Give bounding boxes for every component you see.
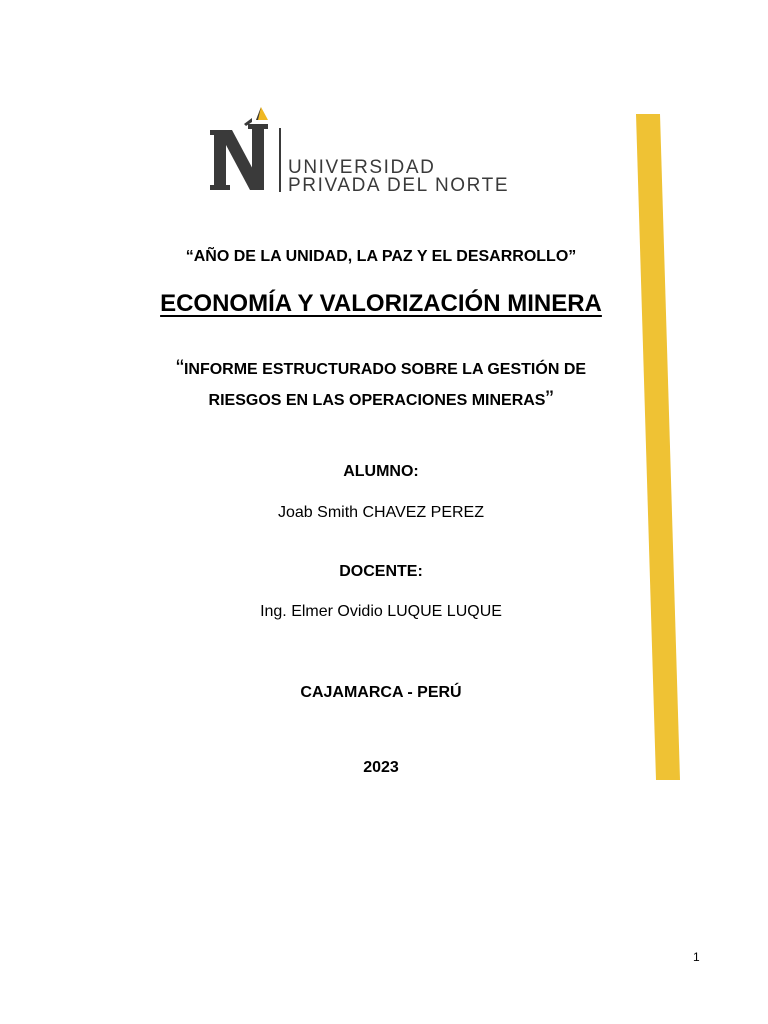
report-title-line-1: INFORME ESTRUCTURADO SOBRE LA GESTIÓN DE xyxy=(183,361,587,378)
student-name: Joab Smith CHAVEZ PEREZ xyxy=(278,504,484,521)
teacher-name: Ing. Elmer Ovidio LUQUE LUQUE xyxy=(260,603,502,620)
decorative-gold-bar xyxy=(636,114,680,780)
university-logo xyxy=(208,104,508,196)
course-title: ECONOMÍA Y VALORIZACIÓN MINERA xyxy=(160,290,602,317)
report-title xyxy=(120,354,642,416)
location: CAJAMARCA - PERÚ xyxy=(300,684,462,701)
close-quote: ” xyxy=(545,386,554,413)
year-motto: “AÑO DE LA UNIDAD, LA PAZ Y EL DESARROLLO” xyxy=(185,248,577,265)
teacher-label: DOCENTE: xyxy=(339,563,423,580)
page-number: 1 xyxy=(693,950,700,964)
student-label: ALUMNO: xyxy=(343,463,419,480)
year: 2023 xyxy=(363,759,399,776)
logo-line-1: UNIVERSIDAD xyxy=(288,157,436,178)
logo-line-2: PRIVADA DEL NORTE xyxy=(288,175,510,196)
report-title-line-2: RIESGOS EN LAS OPERACIONES MINERAS xyxy=(208,392,546,409)
upn-n-icon xyxy=(208,104,288,196)
open-quote: “ xyxy=(175,355,184,382)
